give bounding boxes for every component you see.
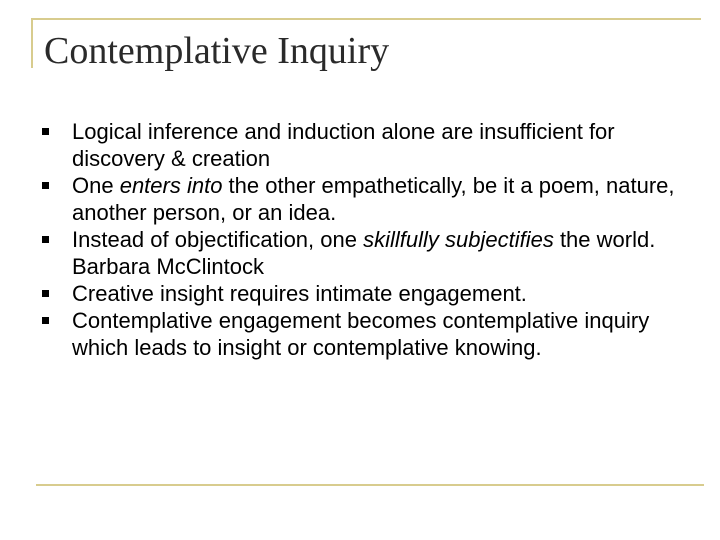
bullet-item bbox=[42, 280, 692, 307]
left-rule bbox=[31, 18, 33, 68]
slide-title: Contemplative Inquiry bbox=[44, 30, 390, 72]
bullet-item bbox=[42, 226, 692, 280]
bullet-text: Creative insight requires intimate engagement. bbox=[72, 281, 527, 306]
bullet-emphasis: enters into bbox=[119, 173, 223, 198]
square-bullet-icon bbox=[42, 182, 49, 189]
bullet-list bbox=[42, 118, 692, 361]
bullet-text: Logical inference and induction alone are insufficient for discovery & creation bbox=[72, 119, 615, 171]
bullet-item bbox=[42, 172, 692, 226]
top-rule bbox=[31, 18, 701, 20]
bullet-text: One bbox=[72, 173, 120, 198]
bottom-rule bbox=[36, 484, 704, 486]
bullet-item bbox=[42, 307, 692, 361]
square-bullet-icon bbox=[42, 236, 49, 243]
square-bullet-icon bbox=[42, 290, 49, 297]
square-bullet-icon bbox=[42, 317, 49, 324]
bullet-text: the other empathetically, be it a poem, nature, another person, or an idea. bbox=[72, 173, 675, 225]
bullet-text: Instead of objectification, one bbox=[72, 227, 364, 252]
square-bullet-icon bbox=[42, 128, 49, 135]
bullet-text: Contemplative engagement becomes contemplative inquiry which leads to insight or contemplative knowing. bbox=[72, 308, 650, 360]
bullet-text: the world. Barbara McClintock bbox=[72, 227, 656, 279]
bullet-emphasis: skillfully subjectifies bbox=[363, 227, 554, 252]
bullet-item bbox=[42, 118, 692, 172]
